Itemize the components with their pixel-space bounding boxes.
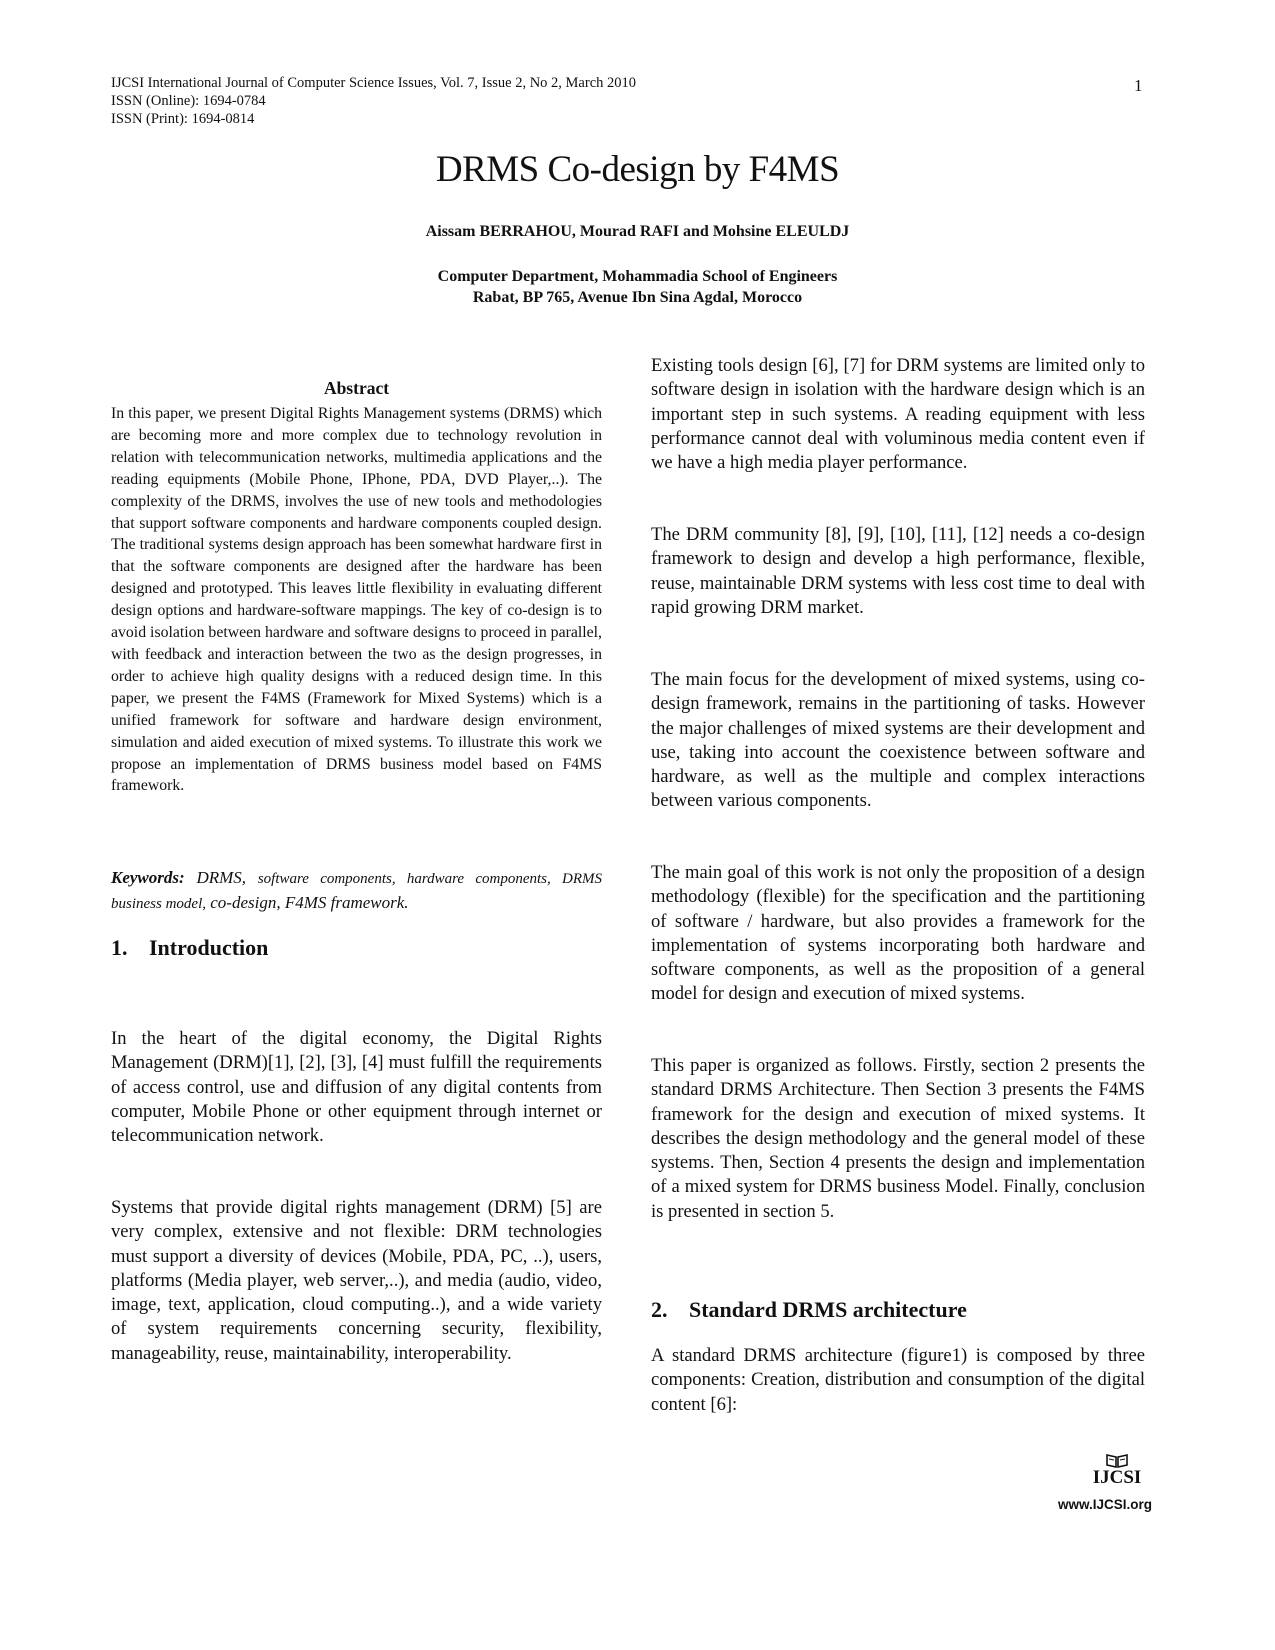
keywords-label: Keywords: [111, 868, 185, 887]
affiliation-line-2: Rabat, BP 765, Avenue Ibn Sina Agdal, Morocco [472, 289, 803, 306]
authors: Aissam BERRAHOU, Mourad RAFI and Mohsine ELEULDJ [425, 223, 850, 240]
right-paragraph-2-text: The DRM community [8], [9], [10], [11], [12] needs a co-design framework to design and develop a high performance, flexible, reuse, maintainable DRM systems with less cost time to deal with rapid growing DRM market. [651, 524, 1145, 618]
page-number: 1 [1134, 76, 1143, 95]
right-paragraph-1 [651, 354, 1145, 475]
affiliation [0, 266, 1275, 308]
intro-paragraph-2-text: Systems that provide digital rights management (DRM) [5] are very complex, extensive and not flexible: DRM technologies must support a diversity of devices (Mobile, PDA, PC, ..), users, platforms (Media player, web server,..), and media (audio, video, image, text, application, cloud computing..), and a wide variety of system requirements concerning security, flexibility, manageability, reuse, maintainability, interoperability. [111, 1197, 602, 1364]
paper-title: DRMS Co-design by F4MS [435, 149, 840, 190]
journal-url[interactable]: www.IJCSI.org [1057, 1497, 1152, 1512]
journal-header [111, 74, 1151, 128]
section-1-title: Introduction [149, 935, 269, 960]
abstract-text: In this paper, we present Digital Rights Management systems (DRMS) which are becoming more and more complex due to technology revolution in relation with telecommunication networks, multimedia applications and the reading equipments (Mobile Phone, IPhone, PDA, DVD Player,..). The complexity of the DRMS, involves the use of new tools and methodologies that support software components and hardware components coupled design. The traditional systems design approach has been somewhat hardware first in that the software components are designed after the hardware has been designed and prototyped. This leaves little flexibility in evaluating different design options and hardware-software mappings. The key of co-design is to avoid isolation between hardware and software designs to proceed in parallel, with feedback and interaction between the two as the design progresses, in order to achieve high quality designs with a reduced design time. In this paper, we present the F4MS (Framework for Mixed Systems) which is a unified framework for software and hardware design environment, simulation and aided execution of mixed systems. To illustrate this work we propose an implementation of DRMS business model based on F4MS framework. [111, 405, 602, 795]
right-paragraph-4-text: The main goal of this work is not only the proposition of a design methodology (flexible) for the specification and the partitioning of software / hardware, but also provides a framework for the implementation of systems incorporating both hardware and software components, as well as the proposition of a general model for design and execution of mixed systems. [651, 862, 1145, 1005]
keywords-part-2: software components, hardware components, DRMS business model, [111, 871, 603, 912]
ijcsi-logo [1082, 1453, 1152, 1489]
right-paragraph-1-text: Existing tools design [6], [7] for DRM systems are limited only to software design in isolation with the hardware design which is an important step in such systems. A reading equipment with less performance cannot deal with voluminous media content even if we have a high media player performance. [651, 355, 1145, 474]
right-paragraph-2 [651, 523, 1145, 620]
right-paragraph-5-text: This paper is organized as follows. Firstly, section 2 presents the standard DRMS Architecture. Then Section 3 presents the F4MS framework for the design and execution of mixed systems. It describes the design methodology and the general model of these systems. Then, Section 4 presents the design and implementation of a mixed system for DRMS business Model. Finally, conclusion is presented in section 5. [651, 1055, 1145, 1222]
section-1-number: 1. [111, 935, 128, 960]
right-paragraph-3-text: The main focus for the development of mixed systems, using co-design framework, remains in the partitioning of tasks. However the major challenges of mixed systems are their development and use, taking into account the coexistence between software and hardware, as well as the multiple and complex interactions between various components. [651, 669, 1145, 812]
right-paragraph-3 [651, 668, 1145, 814]
intro-paragraph-1 [111, 1027, 602, 1148]
right-paragraph-5 [651, 1054, 1145, 1224]
right-paragraph-4 [651, 861, 1145, 1007]
section-2-paragraph [651, 1344, 1145, 1417]
section-2-paragraph-text: A standard DRMS architecture (figure1) is composed by three components: Creation, distribution and consumption of the digital content [6]: [651, 1345, 1145, 1415]
section-1-heading [111, 935, 268, 961]
abstract-heading: Abstract [323, 378, 390, 398]
section-2-title: Standard DRMS architecture [689, 1297, 967, 1322]
keywords-part-3: co-design, F4MS framework. [210, 893, 409, 912]
intro-paragraph-1-text: In the heart of the digital economy, the Digital Rights Management (DRM)[1], [2], [3], [4] must fulfill the requirements of access control, use and diffusion of any digital contents from computer, Mobile Phone or other equipment through internet or telecommunication network. [111, 1028, 602, 1147]
keywords [111, 866, 602, 916]
section-2-heading [651, 1297, 967, 1323]
issn-online: ISSN (Online): 1694-0784 [111, 93, 266, 109]
logo-text: IJCSI [1092, 1467, 1142, 1488]
section-2-number: 2. [651, 1297, 668, 1322]
keywords-part-1: DRMS, [196, 868, 247, 887]
intro-paragraph-2 [111, 1196, 602, 1366]
issn-print: ISSN (Print): 1694-0814 [111, 111, 255, 127]
journal-line: IJCSI International Journal of Computer Science Issues, Vol. 7, Issue 2, No 2, March 2010 [111, 75, 637, 91]
affiliation-line-1: Computer Department, Mohammadia School of Engineers [437, 268, 838, 285]
